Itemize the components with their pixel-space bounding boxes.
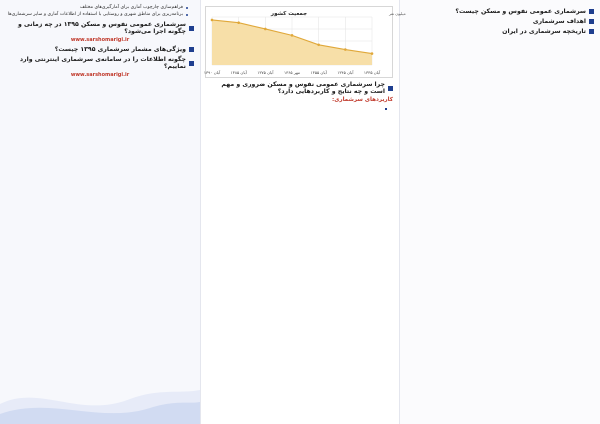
- uses-title: کاربردهای سرشماری:: [332, 97, 393, 103]
- chart-data-point: [344, 48, 347, 51]
- chart-data-point: [264, 28, 267, 31]
- chart-x-tick-label: آبان ۱۳۸۵: [230, 70, 247, 75]
- section-bullet-icon: [189, 61, 194, 66]
- chart-y-unit-label: میلیون نفر: [389, 11, 406, 16]
- section-when: [6, 21, 194, 35]
- section-title: اهداف سرشماری: [532, 18, 586, 25]
- section-title: ویژگی‌های مشمار سرشماری ۱۳۹۵ چیست؟: [54, 46, 186, 54]
- chart-data-point: [211, 19, 214, 22]
- chart-x-tick-label: مهر ۱۳۶۵: [283, 70, 301, 75]
- section-why-important: [207, 81, 393, 95]
- chart-data-point: [291, 34, 294, 37]
- chart-x-tick-label: آبان ۱۳۹۰: [203, 70, 221, 75]
- section-online-entry: [6, 56, 194, 70]
- middle-column: [200, 0, 406, 424]
- section-goals: [406, 18, 594, 25]
- list-item: برنامه‌ریزی برای مناطق شهری و روستایی با استفاده از اطلاعات آماری و سایر سرشماری‌ها: [6, 11, 188, 18]
- section-bullet-icon: [589, 29, 594, 34]
- left-column: [0, 0, 200, 424]
- chart-title: جمعیت کشور: [270, 11, 308, 17]
- chart-x-tick-label: آبان ۱۳۳۵: [363, 70, 381, 75]
- section-history: [406, 28, 594, 35]
- section-what-is-census: [406, 8, 594, 15]
- section-title: تاریخچه سرشماری در ایران: [502, 28, 586, 35]
- population-chart-svg: [203, 7, 406, 77]
- top-bullets: [6, 4, 194, 18]
- section-bullet-icon: [189, 26, 194, 31]
- section-bullet-icon: [589, 9, 594, 14]
- section-title: چرا سرشماری عمومی نفوس و مسکن ضروری و مهم است و چه نتایج و کاربردهایی دارد؟: [221, 81, 385, 95]
- section-title: سرشماری عمومی نفوس و مسکن چیست؟: [455, 8, 586, 15]
- section-bullet-icon: [388, 86, 393, 91]
- section-address: [6, 46, 194, 53]
- chart-data-point: [317, 43, 320, 46]
- website-link[interactable]: www.sarshomarigi.ir: [70, 37, 130, 44]
- decorative-wave: [0, 364, 200, 424]
- section-title: چگونه اطلاعات را در سامانه‌ی سرشماری اینترنتی وارد نماییم؟: [19, 56, 186, 71]
- chart-data-point: [371, 52, 374, 55]
- list-item: فراهم‌سازی چارچوب آماری برای آمارگیری‌های مختلف: [6, 4, 188, 11]
- section-bullet-icon: [589, 19, 594, 24]
- chart-data-point: [237, 21, 240, 24]
- chart-x-tick-label: آبان ۱۳۵۵: [310, 70, 327, 75]
- right-column: [400, 0, 600, 424]
- section-bullet-icon: [189, 47, 194, 52]
- section-title: سرشماری عمومی نفوس و مسکن ۱۳۹۵ در چه زمانی و چگونه اجرا می‌شود؟: [17, 21, 186, 36]
- chart-x-tick-label: آبان ۱۳۴۵: [337, 70, 354, 75]
- chart-x-tick-label: آبان ۱۳۷۵: [257, 70, 274, 75]
- population-chart: [203, 6, 406, 78]
- website-link-footer[interactable]: www.sarshomarigi.ir: [70, 72, 130, 79]
